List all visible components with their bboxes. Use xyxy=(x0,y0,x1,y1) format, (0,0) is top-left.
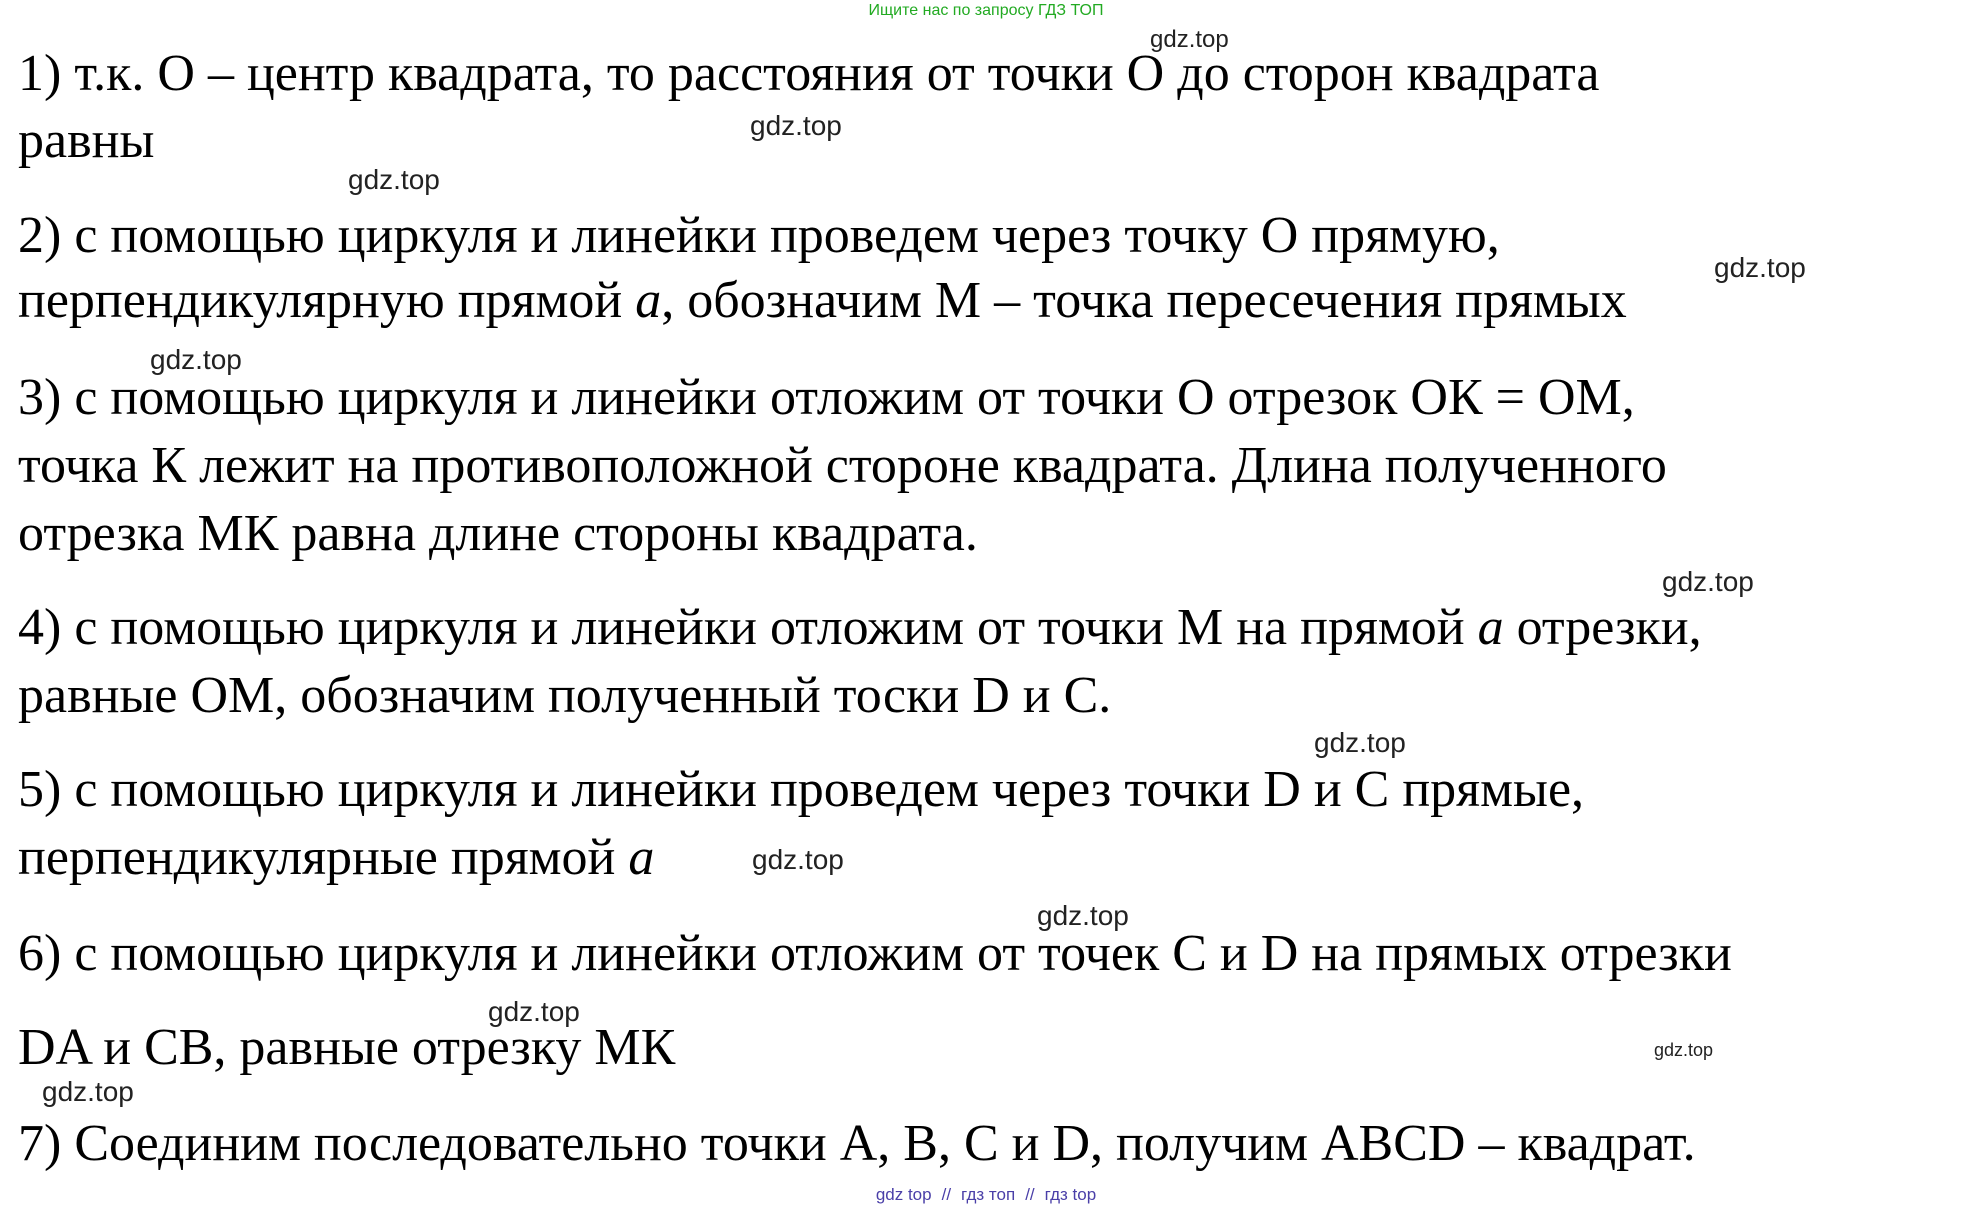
step-text: , обозначим М – точка пересечения прямых xyxy=(661,272,1627,329)
watermark: gdz.top xyxy=(42,1076,134,1107)
watermark: gdz.top xyxy=(1654,1040,1714,1060)
step-text: перпендикулярные прямой xyxy=(18,829,629,886)
footer-link[interactable]: gdz top xyxy=(875,1185,932,1204)
footer-separator: // xyxy=(941,1185,952,1204)
step-2-line-2 xyxy=(18,271,1627,331)
footer-links xyxy=(0,1185,1972,1205)
watermark: gdz.top xyxy=(1662,566,1754,597)
step-3-line-1 xyxy=(18,368,1635,428)
step-text: 4) с помощью циркуля и линейки отложим от точки М на прямой xyxy=(18,599,1478,656)
step-text: 6) с помощью циркуля и линейки отложим от точек С и D на прямых отрезки xyxy=(18,925,1732,982)
step-text: равные ОМ, обозначим полученный тоски D и С. xyxy=(18,667,1112,724)
watermark: gdz.top xyxy=(150,344,242,375)
watermark: gdz.top xyxy=(752,844,844,875)
step-5-line-2 xyxy=(18,828,654,888)
line-a-italic: a xyxy=(1477,599,1504,656)
step-text: 1) т.к. О – центр квадрата, то расстояния от точки О до сторон квадрата xyxy=(18,45,1600,102)
step-text: точка К лежит на противоположной стороне квадрата. Длина полученного xyxy=(18,437,1667,494)
step-text: 5) с помощью циркуля и линейки проведем через точки D и С прямые, xyxy=(18,761,1585,818)
step-7-line-1 xyxy=(18,1114,1696,1174)
step-text: отрезки, xyxy=(1503,599,1702,656)
line-a-italic: a xyxy=(628,829,655,886)
step-1-line-2 xyxy=(18,111,154,171)
step-text: DA и CB, равные отрезку МК xyxy=(18,1019,676,1076)
step-3-line-2 xyxy=(18,436,1667,496)
step-4-line-2 xyxy=(18,666,1111,726)
watermark: gdz.top xyxy=(1714,252,1806,283)
search-banner[interactable]: Ищите нас по запросу ГДЗ ТОП xyxy=(868,2,1104,19)
step-text: равны xyxy=(18,112,155,169)
step-text: отрезка МК равна длине стороны квадрата. xyxy=(18,505,978,562)
step-2-line-1 xyxy=(18,206,1500,266)
footer-separator: // xyxy=(1025,1185,1035,1204)
step-6-line-1 xyxy=(18,924,1732,984)
watermark: gdz.top xyxy=(1314,727,1406,758)
watermark: gdz.top xyxy=(488,996,580,1027)
step-text: перпендикулярную прямой xyxy=(18,272,636,329)
step-1-line-1 xyxy=(18,44,1599,104)
step-text: 3) с помощью циркуля и линейки отложим от точки О отрезок ОК = ОМ, xyxy=(18,369,1635,426)
step-4-line-1 xyxy=(18,598,1702,658)
step-3-line-3 xyxy=(18,504,978,564)
footer-link[interactable]: гдз top xyxy=(1044,1185,1097,1204)
watermark: gdz.top xyxy=(1150,26,1229,53)
watermark: gdz.top xyxy=(348,164,440,195)
watermark: gdz.top xyxy=(1037,900,1129,931)
footer-link[interactable]: гдз топ xyxy=(961,1185,1016,1204)
line-a-italic: a xyxy=(635,272,662,329)
step-text: 2) с помощью циркуля и линейки проведем через точку О прямую, xyxy=(18,207,1500,264)
step-5-line-1 xyxy=(18,760,1584,820)
watermark: gdz.top xyxy=(750,110,842,141)
step-text: 7) Соединим последовательно точки А, В, С и D, получим ABCD – квадрат. xyxy=(18,1115,1696,1172)
